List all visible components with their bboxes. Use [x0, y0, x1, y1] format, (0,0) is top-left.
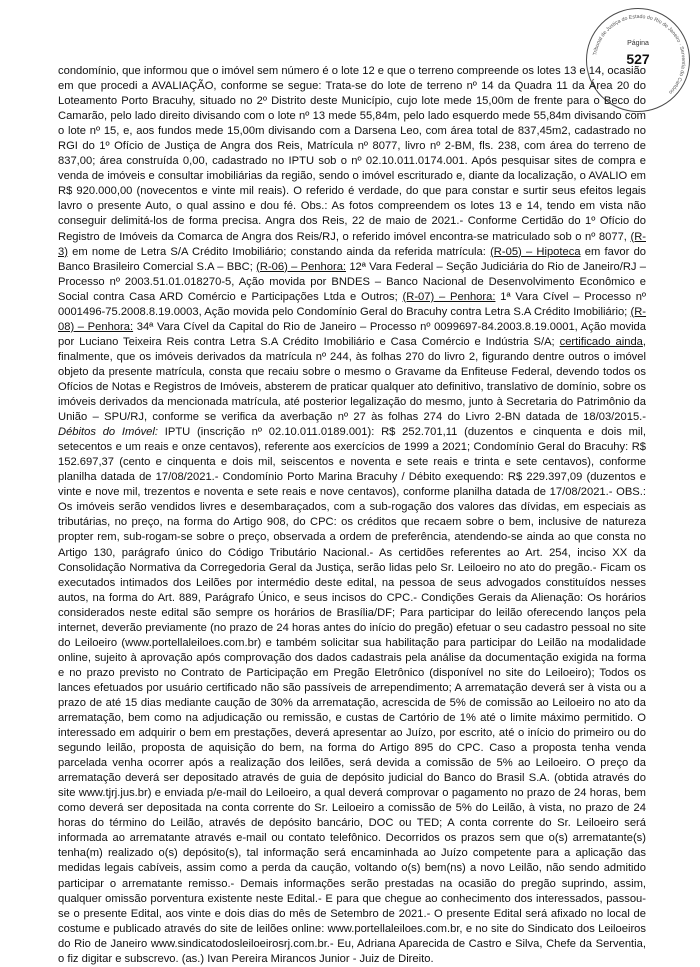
registro-r07: (R-07) – Penhora: [402, 290, 496, 303]
text-segment: em favor do Banco Brasileiro Comercial S.A – BBC; [58, 245, 647, 273]
page-number: 527 [626, 51, 650, 67]
text-segment: condomínio, que informou que o imóvel sem número é o lote 12 e que o terreno compreende os lotes 13 e 14, ocasião em que procedi a AVALIAÇÃO, conforme se segue: Trata-se do lote de terreno nº 14 da Quadra 11 da Área 20 do Loteamento Porto Bracuhy, situado no 2º Distrito deste Município, cujo lote mede 15,00m de frente para o Beco do Camarão, pelo lado direito divisando com o lote nº 13 mede 55,84m, pelo lado esquerdo mede 55,84m divisando com o lote nº 15, e, aos fundos mede 15,00m divisando com a Darsena Leo, com área total de 837,45m2, cadastrado no RGI do 1º Ofício de Justiça de Angra dos Reis, Matrícula nº 8077, livro nº 2-BM, fls. 238, com área do terreno de 837,00; área construída 0,00, cadastrado no IPTU sob o nº 02.10.011.0174.001. Após pesquisar sites de compra e venda de imóveis e consultar imobiliárias da região, sendo o imóvel escriturado e, diante da localização, o AVALIO em R$ 920.000,00 (novecentos e vinte mil reais). O referido é verdade, do que para constar e surtir seus efeitos legais lavro o presente Auto, o qual assino e dou fé. Obs.: As fotos compreendem os lotes 13 e 14, tendo em vista não conseguir delimitá-los de forma precisa. Angra dos Reis, 22 de maio de 2021.- Conforme Certidão do 1º Ofício do Registro de Imóveis da Comarca de Angra dos Reis/RJ, o referido imóvel encontra-se matriculado sob o nº 8077, [58, 65, 646, 243]
registro-r08: (R-08) – Penhora: [58, 305, 647, 333]
text-segment: 34ª Vara Cível da Capital do Rio de Janeiro – Processo nº 0099697-84.2003.8.19.0001, Ação movida por Luciano Teixeira Reis contra Letra S.A Crédito Imobiliário e Casa Comércio e Indústria S/A; [58, 320, 646, 348]
text-segment: em nome de Letra S/A Crédito Imobiliário; constando ainda da referida matrícula: [72, 245, 486, 258]
registro-r3: (R-3) [58, 230, 646, 258]
edital-body [58, 64, 646, 967]
debitos-heading: Débitos do Imóvel: [58, 426, 158, 439]
registro-r06: (R-06) – Penhora: [256, 260, 347, 273]
svg-text:Tribunal de Justiça do Estado: Tribunal de Justiça do Estado do Rio de Janeiro · Serventia do Cartório [592, 13, 687, 96]
registro-r05: (R-05) – Hipoteca [490, 245, 581, 258]
text-segment: 1ª Vara Cível – Processo nº 0001496-75.2008.8.19.0003, Ação movida pelo Condomínio Geral do Bracuhy contra Letra S.A Crédito Imobiliário; [58, 290, 647, 318]
text-segment: , finalmente, que os imóveis derivados da matrícula nº 244, às folhas 270 do livro 2, figurando dentre outros o imóvel objeto da presente matrícula, consta que recaiu sobre o mesmo o Gravame da Enfiteuse Federal, devendo todos os Ofícios de Notas e Registros de Imóveis, absterem de praticar qualquer ato definitivo, translativo de domínio, sobre os imóveis derivados da mencionada matrícula, até posterior legalização do mesmo, junto à Secretaria do Patrimônio da União – SPU/RJ, conforme se verifica da averbação nº 27 às folhas 274 do Livro 2-BN datada de 18/03/2015.- [58, 335, 646, 424]
certificado-ainda: certificado ainda [559, 335, 643, 348]
page-label: Página [627, 40, 649, 47]
text-segment: IPTU (inscrição nº 02.10.011.0189.001): R$ 252.701,11 (duzentos e cinquenta e dois mil, setecentos e um reais e onze centavos), referente aos exercícios de 1999 a 2021; Condomínio Geral do Bracuhy: R$ 152.697,37 (cento e cinquenta e dois mil, seiscentos e noventa e sete reais e trinta e sete centavos), conforme planilha datada de 17/08/2021.- Condomínio Porto Marina Bracuhy / Débito exequendo: R$ 229.397,09 (duzentos e vinte e nove mil, trezentos e noventa e sete reais e nove centavos), conforme planilha datada de 17/08/2021.- OBS.: Os imóveis serão vendidos livres e desembaraçados, com a sub-rogação dos valores das dívidas, em especiais as tributárias, no preço, na forma do Artigo 908, do CPC: os créditos que recaem sobre o bem, inclusive de natureza propter rem, sub-rogam-se sobre o preço, observada a ordem de preferência, atendendo-se ainda ao que consta no Artigo 130, parágrafo único do Código Tributário Nacional.- As certidões referentes ao Art. 254, inciso XX da Consolidação Normativa da Corregedoria Geral da Justiça, serão lidas pelo Sr. Leiloeiro no ato do pregão.- Ficam os executados intimados dos Leilões por intermédio deste edital, na pessoa de seus advogados constituídos nesses autos, na forma do Art. 889, Parágrafo Único, e seus incisos do CPC.- Condições Gerais da Alienação: Os horários considerados neste edital são sempre os horários de Brasília/DF; Para participar do leilão oferecendo lanços pela internet, deverão previamente (no prazo de 24 horas antes do início do pregão) efetuar o seu cadastro pessoal no site do Leiloeiro (www.portellaleiloes.com.br) e também solicitar sua habilitação para participar do Leilão na modalidade online, sujeito à aprovação após comprovação dos dados cadastrais pela análise da documentação exigida na forma e no prazo previsto no Contrato de Participação em Pregão Eletrônico (disponível no site do Leiloeiro); Todos os lances efetuados por usuário certificado não são passíveis de arrependimento; A arrematação deverá ser à vista ou a prazo de até 15 dias mediante caução de 30% da arrematação, acrescida de 5% de comissão ao Leiloeiro no ato da arrematação, bem como na adjudicação ou remissão, e custas de Cartório de 1% até o limite máximo permitido. O interessado em adquirir o bem em prestações, deverá apresentar ao Juízo, por escrito, até o início do primeiro ou do segundo leilão, proposta de aquisição do bem, na forma do Artigo 895 do CPC. Caso a proposta tenha venda parcelada venha ocorrer após a realização dos leilões, será devida a comissão de 5% ao Leiloeiro. O preço da arrematação deverá ser depositado através de guia de depósito judicial do Banco do Brasil S.A. (obtida através do site www.tjrj.jus.br) e enviada p/e-mail do Leiloeiro, a qual deverá comprovar o pagamento no prazo de 24 horas, bem como deverá ser depositada na conta corrente do Sr. Leiloeiro a comissão de 5% do Leilão, à vista, no prazo de 24 horas do término do Leilão, através de depósito bancário, DOC ou TED; A conta corrente do Sr. Leiloeiro será informada ao arrematante através e-mail ou contato telefônico. Decorridos os prazos sem que o(s) arrematante(s) tenha(m) realizado o(s) depósito(s), tal informação será encaminhada ao Juízo competente para a aplicação das medidas legais cabíveis, assim como a perda da caução, voltando o(s) bem(ns) a novo Leilão, não sendo admitido participar o arrematante remisso.- Demais informações serão prestadas na ocasião do pregão suprindo, assim, qualquer omissão porventura existente neste Edital.- E para que chegue ao conhecimento dos interessados, passou-se o presente Edital, aos vinte e dois dias do mês de Setembro de 2021.- O presente Edital será afixado no local de costume e publicado através do site de leilões online: www.portellaleiloes.com.br, e no site do Sindicato dos Leiloeiros do Rio de Janeiro www.sindicatodosleiloeirosrj.com.br.- Eu, Adriana Aparecida de Castro e Silva, Chefe da Serventia, o fiz digitar e subscrevo. (as.) Ivan Pereira Mirancos Junior - Juiz de Direito. [58, 426, 647, 965]
text-segment: 12ª Vara Federal – Seção Judiciária do Rio de Janeiro/RJ – Processo nº 2003.51.01.018270-5, Ação movida por BNDES – Banco Nacional de Desenvolvimento Econômico e Social contra Casa ARD Comércio e Participações Ltda e Outros; [58, 260, 646, 303]
